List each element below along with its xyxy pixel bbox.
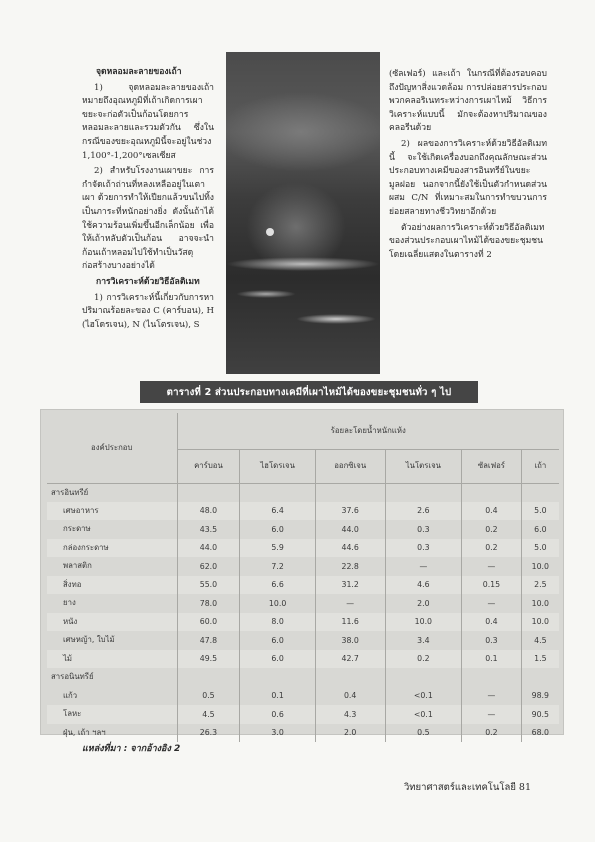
cell-value: 8.0 — [240, 613, 315, 632]
cell-value: — — [462, 687, 521, 706]
group-label: สารอินทรีย์ — [47, 483, 177, 502]
cell-value: 49.5 — [177, 650, 240, 669]
cell-value: — — [462, 594, 521, 613]
cell-value: 0.3 — [385, 539, 462, 558]
cell-value: 3.4 — [385, 631, 462, 650]
cell-value: 2.5 — [521, 576, 559, 595]
row-label: สิ่งทอ — [47, 576, 177, 595]
cell-value: 5.0 — [521, 539, 559, 558]
row-label: หนัง — [47, 613, 177, 632]
table-row — [47, 557, 559, 576]
table-row — [47, 576, 559, 595]
cell-value: 0.15 — [462, 576, 521, 595]
cell-value: 0.3 — [385, 520, 462, 539]
cell-value: 10.0 — [385, 613, 462, 632]
paragraph: 1) จุดหลอมละลายของเถ้า หมายถึงอุณหภูมิที่เถ้าเกิดการเผาขยะจะก่อตัวเป็นก้อนโดยการหลอมละลายและรวมตัวกัน ซึ่งในกรณีของขยะอุณหภูมินี้จะอยู่ในช่วง 1,100°-1,200°เซลเซียส — [82, 82, 214, 161]
cell-value: 7.2 — [240, 557, 315, 576]
cell-value: 0.3 — [462, 631, 521, 650]
cell-value: 6.0 — [240, 631, 315, 650]
cell-value: 43.5 — [177, 520, 240, 539]
cell-value: 6.6 — [240, 576, 315, 595]
cell-value: 0.2 — [462, 724, 521, 743]
cell-value: 0.2 — [385, 650, 462, 669]
table-row — [47, 650, 559, 669]
cell-value: 62.0 — [177, 557, 240, 576]
cell-value: 11.6 — [315, 613, 385, 632]
cell-value: 98.9 — [531, 691, 550, 701]
cell-value: 10.0 — [240, 594, 315, 613]
cell-value: 0.4 — [462, 502, 521, 521]
column-header: ออกซิเจน — [315, 449, 385, 483]
cell-value: 38.0 — [315, 631, 385, 650]
cell-value: 10.0 — [531, 561, 550, 571]
cell-value: <0.1 — [385, 705, 462, 724]
cell-value: 10.0 — [531, 598, 550, 608]
cell-value: 60.0 — [177, 613, 240, 632]
cell-value: 2.6 — [385, 502, 462, 521]
row-label: เศษอาหาร — [47, 502, 177, 521]
table-row — [47, 705, 559, 724]
table-row — [47, 502, 559, 521]
cell-value: 48.0 — [177, 502, 240, 521]
row-label: แก้ว — [47, 687, 177, 706]
cell-value: 44.6 — [315, 539, 385, 558]
cell-value: 1.5 — [521, 650, 559, 669]
table-row — [47, 687, 559, 706]
row-label: กระดาษ — [47, 520, 177, 539]
left-text-column — [82, 64, 214, 334]
row-label: เศษหญ้า, ใบไม้ — [47, 631, 177, 650]
page-footer: วิทยาศาสตร์และเทคโนโลยี 81 — [403, 782, 531, 793]
paragraph: ตัวอย่างผลการวิเคราะห์ด้วยวิธีอัลติเมทของส่วนประกอบเผาไหม้ได้ของขยะชุมชน โดยเฉลี่ยแสดงในตารางที่ 2 — [389, 222, 545, 260]
cell-value: 2.0 — [315, 724, 385, 743]
row-label: ไม้ — [47, 650, 177, 669]
cell-value: 6.0 — [240, 650, 315, 669]
column-header: ไนโตรเจน — [385, 449, 462, 483]
cell-value: 4.5 — [534, 635, 547, 645]
composition-table-panel — [40, 409, 564, 738]
column-header: คาร์บอน — [177, 449, 240, 483]
cell-value: 10.0 — [521, 613, 559, 632]
header-component: องค์ประกอบ — [47, 413, 177, 483]
row-label: พลาสติก — [47, 557, 177, 576]
column-header: ไฮโดรเจน — [240, 449, 315, 483]
cell-value: — — [385, 557, 462, 576]
paragraph: (ซัลเฟอร์) และเถ้า ในกรณีที่ต้องรอบคอบถึงปัญหาสิ่งแวดล้อม การปล่อยสารประกอบพวกคลอริเนทระหว่างการเผาไหม้ วิธีการวิเคราะห์แบบนี้ มักจะต้องหาปริมาณของคลอรีนด้วย — [389, 69, 547, 134]
paragraph: 2) ผลของการวิเคราะห์ด้วยวิธีอัลติเมทนี้ จะใช้เกิดเครื่องบอกถึงคุณลักษณะส่วนประกอบทางเคมีของสารอินทรีย์ในขยะมูลฝอย นอกจากนี้ยังใช้เป็นตัวกำหนดส่วนผสม C/N ที่เหมาะสมในการทำขบวนการย่อยสลายทางชีววิทยาอีกด้วย — [389, 138, 547, 217]
cell-value: 37.6 — [315, 502, 385, 521]
cell-value: 78.0 — [177, 594, 240, 613]
cell-value: 0.1 — [462, 650, 521, 669]
column-header: เถ้า — [521, 449, 559, 483]
source-note: แหล่งที่มา : จากอ้างอิง 2 — [82, 744, 181, 754]
table-row — [47, 539, 559, 558]
cell-value: 0.4 — [462, 613, 521, 632]
cell-value: 0.4 — [315, 687, 385, 706]
header-dry-weight-percent: ร้อยละโดยน้ำหนักแห้ง — [177, 413, 559, 449]
cell-value: 68.0 — [531, 728, 550, 738]
table-row — [47, 724, 559, 743]
table-row — [47, 613, 559, 632]
cell-value: 26.3 — [177, 724, 240, 743]
group-row — [47, 668, 559, 687]
cell-value: 0.6 — [240, 705, 315, 724]
cell-value: 44.0 — [177, 539, 240, 558]
cell-value: 4.6 — [385, 576, 462, 595]
table-row — [47, 594, 559, 613]
cell-value: 0.5 — [385, 724, 462, 743]
cell-value: 0.2 — [462, 539, 521, 558]
heading-ash-fusion: จุดหลอมละลายของเถ้า — [96, 67, 182, 77]
row-label: ฝุ่น, เถ้า ฯลฯ — [47, 724, 177, 743]
composition-table — [47, 413, 559, 742]
cell-value: 5.9 — [240, 539, 315, 558]
cell-value: 42.7 — [315, 650, 385, 669]
cell-value: 55.0 — [177, 576, 240, 595]
column-header: ซัลเฟอร์ — [462, 449, 521, 483]
cell-value: 0.5 — [177, 687, 240, 706]
cell-value: 4.5 — [177, 705, 240, 724]
cell-value: 6.0 — [240, 520, 315, 539]
cell-value: 47.8 — [177, 631, 240, 650]
row-label: ยาง — [47, 594, 177, 613]
cell-value: — — [462, 557, 521, 576]
cell-value: — — [462, 705, 521, 724]
right-text-column — [389, 68, 547, 264]
cell-value: 0.2 — [462, 520, 521, 539]
cell-value: 0.1 — [240, 687, 315, 706]
cell-value: 6.0 — [534, 524, 547, 534]
cell-value: 4.3 — [315, 705, 385, 724]
cell-value: 2.0 — [385, 594, 462, 613]
heading-ultimate-analysis: การวิเคราะห์ด้วยวิธีอัลติเมท — [96, 276, 200, 287]
table-row — [47, 520, 559, 539]
cell-value: 22.8 — [315, 557, 385, 576]
cell-value: 31.2 — [315, 576, 385, 595]
group-row — [47, 483, 559, 502]
row-label: กล่องกระดาษ — [47, 539, 177, 558]
cell-value: <0.1 — [385, 687, 462, 706]
cell-value: 6.4 — [240, 502, 315, 521]
table-title: ตารางที่ 2 ส่วนประกอบทางเคมีที่เผาไหม้ได้ของขยะชุมชนทั่ว ๆ ไป — [140, 381, 478, 403]
cell-value: — — [315, 594, 385, 613]
incinerator-photo — [226, 52, 380, 374]
cell-value: 5.0 — [521, 502, 559, 521]
paragraph: 2) สำหรับโรงงานเผาขยะ การกำจัดเถ้าถ่านที่หลงเหลืออยู่ในเตาเผา ด้วยการทำให้เปียกแล้วขนไปทิ้งเป็นภาระที่หนักอย่างยิ่ง ดังนั้นถ้าได้ใช้ความร้อนเพิ่มขึ้นอีกเล็กน้อย เพื่อให้เถ้าหลับตัวเป็นก้อน อาจจะนำก้อนเถ้าหลอมไปใช้ทำเป็นวัสดุก่อสร้างบางอย่างได้ — [82, 166, 214, 272]
paragraph: 1) การวิเคราะห์นี้เกี่ยวกับการหาปริมาณร้อยละของ C (คาร์บอน), H (ไฮโดรเจน), N (ไนโตรเจน), S — [82, 292, 214, 330]
row-label: โลหะ — [47, 705, 177, 724]
cell-value: 3.0 — [240, 724, 315, 743]
table-row — [47, 631, 559, 650]
cell-value: 44.0 — [315, 520, 385, 539]
group-label: สารอนินทรีย์ — [47, 668, 177, 687]
cell-value: 90.5 — [521, 705, 559, 724]
